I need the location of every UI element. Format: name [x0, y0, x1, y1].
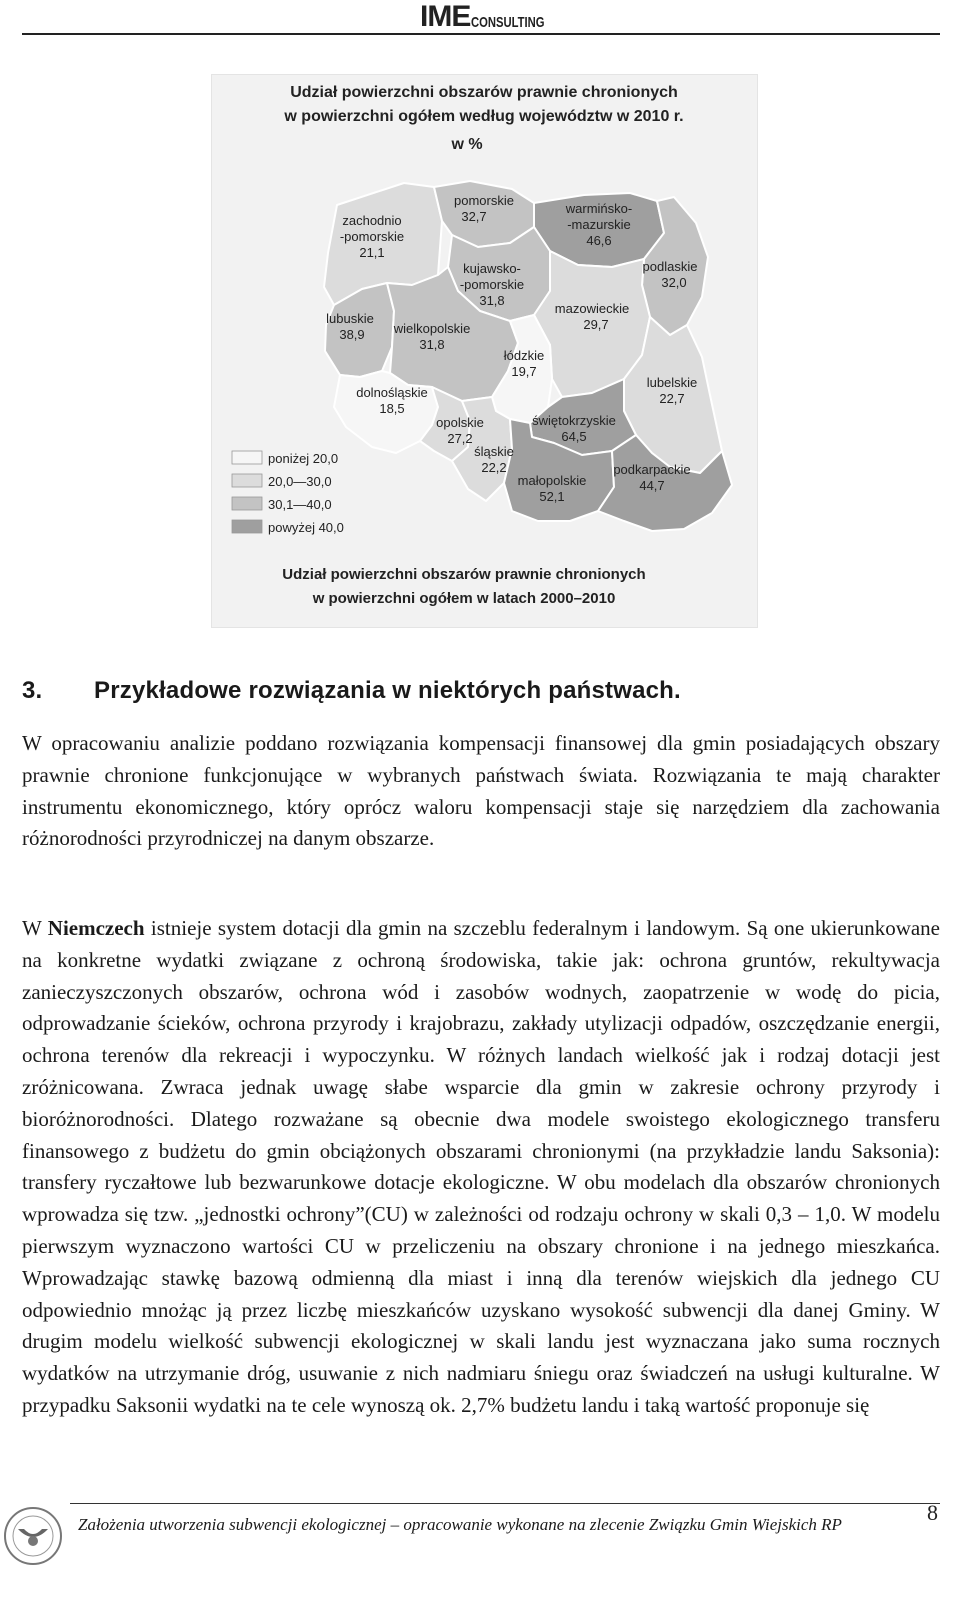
label-podkarpackie: podkarpackie 44,7 [613, 462, 691, 493]
legend-label-2: 20,0—30,0 [268, 474, 332, 489]
map-bottom-title-line2: w powierzchni ogółem w latach 2000–2010 [312, 590, 616, 607]
map-bottom-title-line1: Udział powierzchni obszarów prawnie chronionych [282, 566, 646, 583]
zgwrp-emblem-icon [2, 1505, 64, 1567]
label-malopolskie: małopolskie 52,1 [517, 473, 587, 504]
section-number: 3. [22, 677, 43, 704]
label-pomorskie: pomorskie 32,7 [454, 193, 514, 224]
label-wielkopolskie: wielkopolskie 31,8 [393, 321, 471, 352]
map-title-unit: w % [451, 136, 483, 153]
paragraph-germany-rest: istnieje system dotacji dla gmin na szczeblu federalnym i landowym. Są one ukierunkowane na konkretne wydatki związane z ochroną środowiska, takie jak: ochrona gruntów, rekultywacja zanieczyszczonych obszarów, ochrona wód i zasobów wodnych, zaopatrzenie w wodę do picia, odprowadzanie ścieków, ochrona przyrody i krajobrazu, zakłady utylizacji odpadów, oszczędzanie energii, ochrona terenów dla rekreacji i wypoczynku. W różnych landach wielkość jak i rodzaj dotacji jest zróżnicowana. Zwraca jednak uwagę słabe wsparcie dla gmin w zakresie ochrony przyrody i bioróżnorodności. Dlatego rozważane są obecnie dwa modele swoistego ekologicznego transferu finansowego z budżetu do gmin obciążonych obszarami chronionymi (na przykładzie landu Saksonia): transfery ryczałtowe lub bezwarunkowe dotacje ekologiczne. W obu modelach dla obszarów chronionych wprowadza się tzw. „jednostki ochrony”(CU) w zależności od rodzaju ochrony w skali 0,3 – 1,0. W modelu pierwszym wyznaczono wartości CU w przeliczeniu na obszary chronione i na jednego mieszkańca. Wprowadzając stawkę bazową odmienną dla miast i inną dla terenów wiejskich dla jednego CU odpowiednio mnożąc ją przez liczbę mieszkańców uzyskano wysokość subwencji dla danej Gminy. W drugim modelu wielkość subwencji ekologicznej w skali landu jest wyznaczana jako suma rocznych wydatków na utrzymanie dróg, usuwanie z nich nadmiaru śniegu oraz świadczeń na usługi kulturalne. W przypadku Saksonii wydatki na te cele wynoszą ok. 2,7% budżetu landu i taką wartość proponuje się [22, 916, 940, 1417]
label-kujawsko-pomorskie: kujawsko--pomorskie 31,8 [459, 261, 525, 308]
footer-divider [70, 1503, 940, 1504]
legend-swatch-4 [232, 520, 262, 533]
label-lubelskie: lubelskie 22,7 [646, 375, 698, 406]
section-title: Przykładowe rozwiązania w niektórych państwach. [94, 677, 681, 704]
logo-sub-text: CONSULTING [471, 14, 545, 31]
label-zachodniopomorskie: zachodnio -pomorskie 21,1 [339, 213, 405, 260]
map-svg [212, 75, 757, 627]
ime-consulting-logo [420, 2, 569, 32]
label-slaskie: śląskie 22,2 [474, 444, 514, 475]
legend-swatch-3 [232, 497, 262, 510]
poland-protected-areas-map [211, 74, 758, 628]
section-heading [22, 677, 940, 705]
label-lubuskie: lubuskie 38,9 [326, 311, 374, 342]
map-legend [232, 451, 344, 535]
label-warminsko-mazurskie: warmińsko--mazurskie 46,6 [565, 201, 633, 248]
logo-main-text: IME [420, 0, 471, 33]
label-podlaskie: podlaskie 32,0 [642, 259, 698, 290]
paragraph-germany [22, 913, 940, 1422]
label-lodzkie: łódzkie 19,7 [503, 348, 545, 379]
legend-swatch-1 [232, 451, 262, 464]
germany-bold-term: Niemczech [47, 916, 145, 940]
label-dolnoslaskie: dolnośląskie 18,5 [356, 385, 428, 416]
paragraph-intro: W opracowaniu analizie poddano rozwiązania kompensacji finansowej dla gmin posiadających obszary prawnie chronione funkcjonujące w wybranych państwach świata. Rozwiązania te mają charakter instrumentu ekonomicznego, który oprócz waloru kompensacji staje się narzędziem dla zachowania różnorodności przyrodniczej na danym obszarze. [22, 731, 940, 851]
legend-label-3: 30,1—40,0 [268, 497, 332, 512]
label-swietokrzyskie: świętokrzyskie 64,5 [532, 413, 616, 444]
map-title-line1: Udział powierzchni obszarów prawnie chronionych [290, 84, 678, 101]
header-divider [22, 33, 940, 35]
legend-swatch-2 [232, 474, 262, 487]
page-number: 8 [927, 1500, 938, 1525]
map-title-line2: w powierzchni ogółem według województw w 2010 r. [284, 108, 684, 125]
legend-label-4: powyżej 40,0 [268, 520, 344, 535]
footer-caption: Założenia utworzenia subwencji ekologicznej – opracowanie wykonane na zlecenie Związku Gmin Wiejskich RP [78, 1515, 842, 1534]
label-opolskie: opolskie 27,2 [436, 415, 484, 446]
paragraph-germany-start: W [22, 916, 48, 940]
label-mazowieckie: mazowieckie 29,7 [554, 301, 630, 332]
legend-label-1: poniżej 20,0 [268, 451, 339, 466]
